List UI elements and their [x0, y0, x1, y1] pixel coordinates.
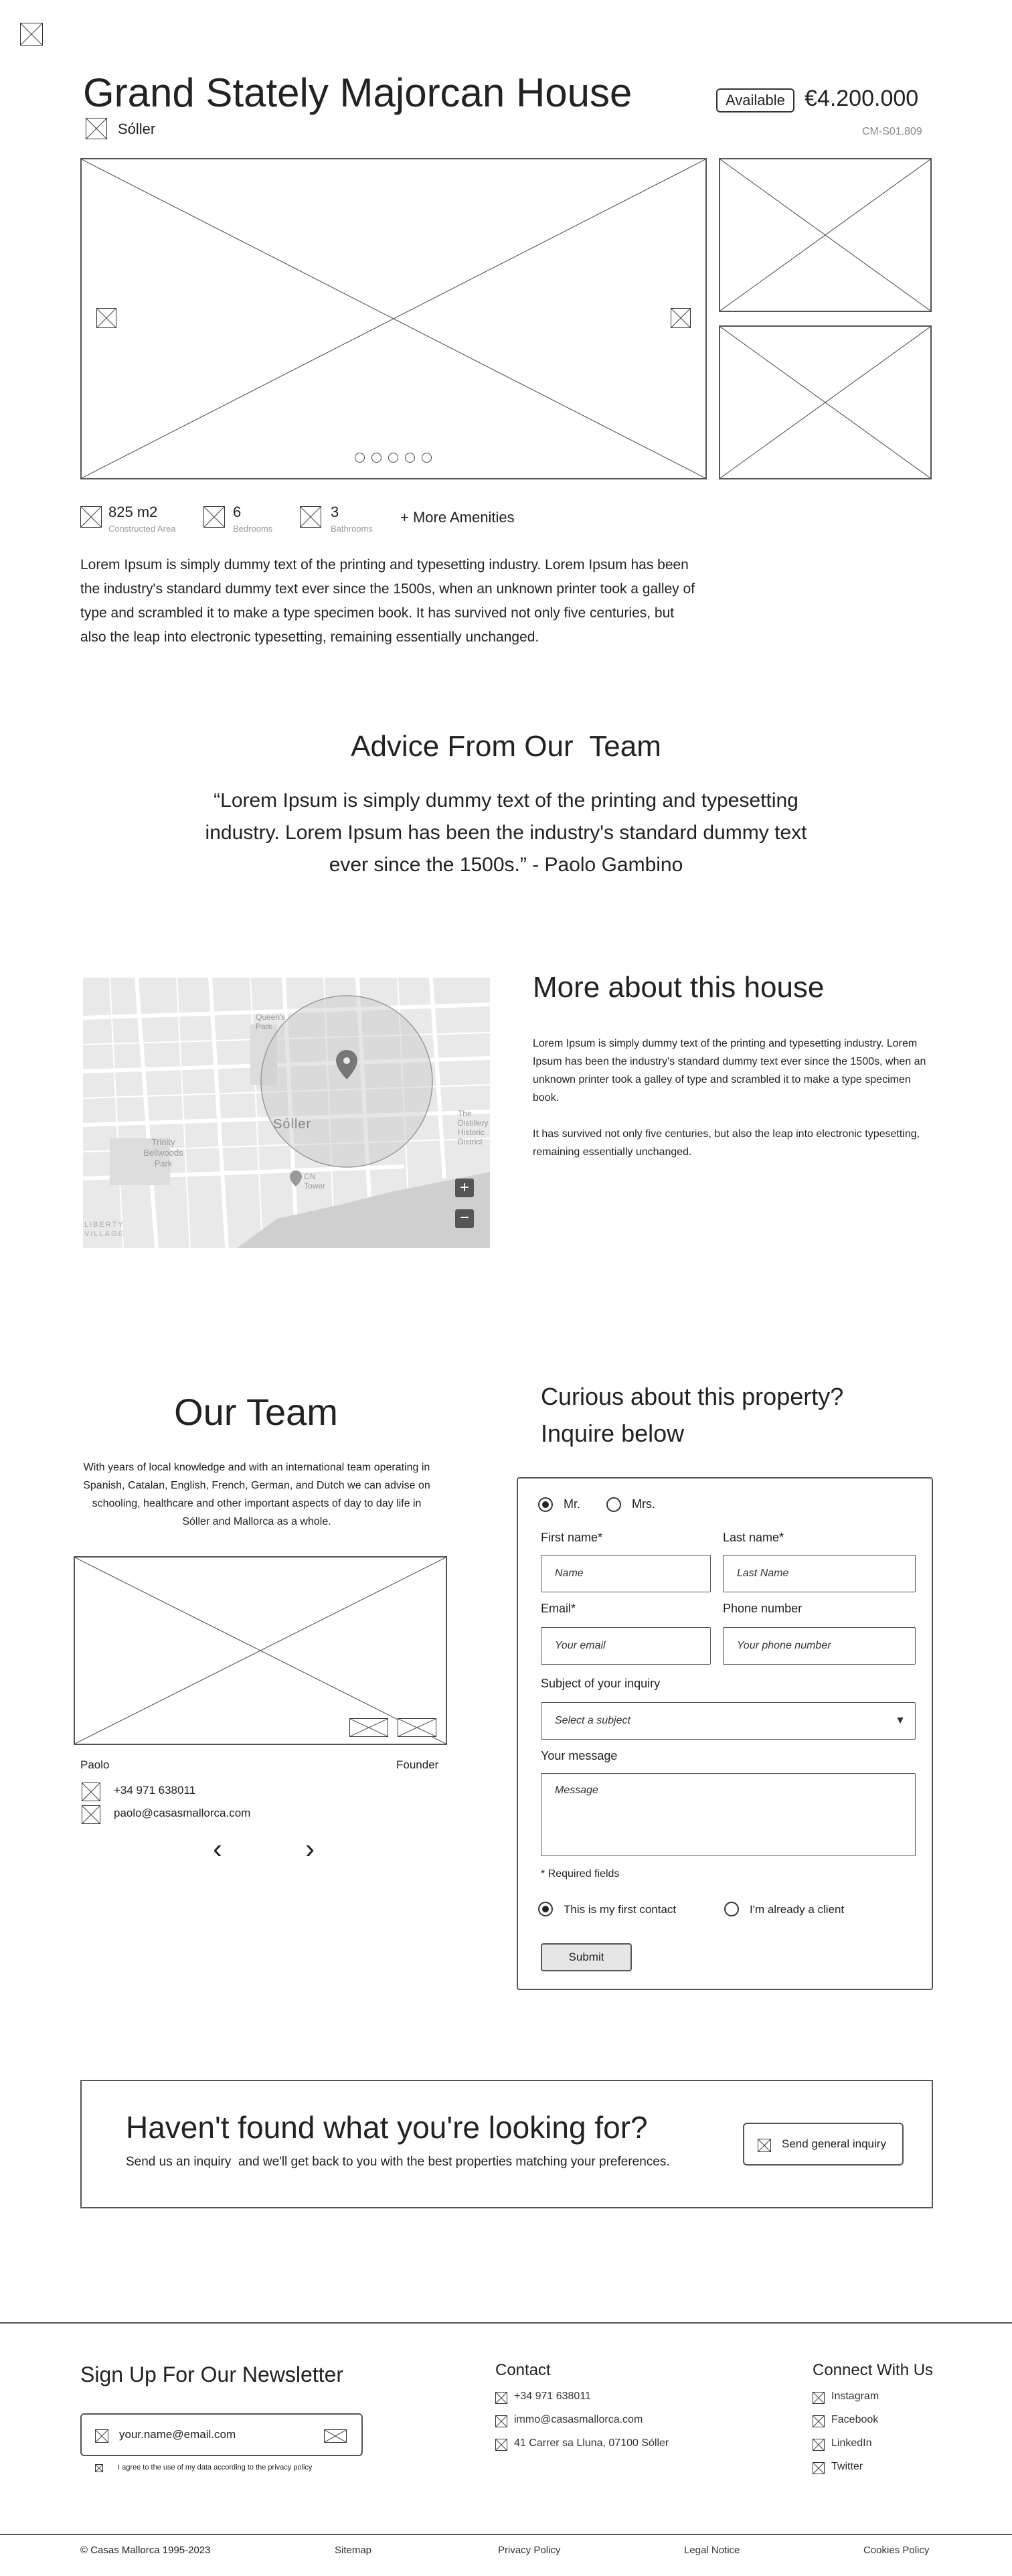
salutation-mr-label: Mr. — [564, 1497, 580, 1511]
team-member-photo — [74, 1556, 447, 1745]
area-value: 825 m2 — [108, 504, 158, 520]
area-label: Constructed Area — [108, 524, 176, 534]
bathrooms-value: 3 — [331, 504, 339, 520]
map-zoom-out-button[interactable]: − — [455, 1209, 474, 1228]
more-about-text-2: It has survived not only five centuries, but also the leap into electronic typesetting, remaining essentially unchanged. — [533, 1128, 920, 1158]
team-photo-thumb-2[interactable] — [398, 1718, 436, 1737]
linkedin-icon — [813, 2439, 825, 2451]
message-textarea[interactable] — [541, 1773, 916, 1856]
location-label: Sóller — [118, 121, 156, 137]
send-general-inquiry-button[interactable] — [743, 2123, 904, 2166]
gallery-dot[interactable] — [388, 453, 398, 463]
advice-heading: Advice From Our Team — [351, 730, 661, 763]
contact-heading: Contact — [495, 2361, 551, 2379]
phone-icon — [495, 2392, 507, 2404]
gallery-dot[interactable] — [355, 453, 365, 463]
cta-text: Send us an inquiry and we'll get back to you with the best properties matching your preferences. — [126, 2155, 670, 2169]
newsletter-heading: Sign Up For Our Newsletter — [80, 2362, 344, 2386]
phone-icon — [82, 1783, 100, 1801]
salutation-mrs-label: Mrs. — [632, 1497, 655, 1511]
send-general-inquiry-label: Send general inquiry — [782, 2137, 886, 2150]
team-prev-button[interactable]: ‹ — [213, 1833, 222, 1864]
email-label: Email* — [541, 1602, 576, 1615]
footer-social-link-2[interactable]: LinkedIn — [831, 2437, 872, 2449]
map-label-trinity: Trinity Bellwoods Park — [143, 1137, 183, 1168]
gallery-thumb-1[interactable] — [719, 158, 932, 312]
gallery-dot[interactable] — [371, 453, 382, 463]
copyright: © Casas Mallorca 1995-2023 — [80, 2545, 211, 2556]
bathrooms-label: Bathrooms — [331, 524, 373, 534]
gallery-next-icon[interactable] — [671, 308, 691, 328]
instagram-icon — [813, 2392, 825, 2404]
legal-notice-link[interactable]: Legal Notice — [684, 2545, 740, 2556]
map-streets — [83, 978, 490, 1248]
more-about-text-1: Lorem Ipsum is simply dummy text of the printing and typesetting industry. Lorem Ipsum has been the industry's standard dummy text ever since the 1500s, when an unknown printer took a galley of type and scrambled it to make a type specimen book. — [533, 1038, 926, 1104]
first-contact-label: This is my first contact — [564, 1903, 677, 1916]
team-member-email[interactable]: paolo@casasmallorca.com — [114, 1807, 251, 1819]
required-note: * Required fields — [541, 1868, 620, 1880]
gallery-dots — [355, 453, 432, 465]
property-description: Lorem Ipsum is simply dummy text of the printing and typesetting industry. Lorem Ipsum has been the industry's standard dummy text ever since the 1500s, when an unknown printer took a galley of type and scrambled it to make a type specimen book. It has survived not only five centuries, but also the leap into electronic typesetting, remaining essentially unchanged. — [80, 557, 695, 645]
gallery-thumb-2[interactable] — [719, 325, 932, 479]
team-intro: With years of local knowledge and with an international team operating in Spanish, Catalan, English, French, German, and Dutch we can advise on schooling, healthcare and other important aspects of day to day life in Sóller and Mallorca as a whole. — [83, 1462, 430, 1527]
message-label: Your message — [541, 1749, 618, 1762]
location-map[interactable] — [83, 978, 490, 1248]
gallery-prev-icon[interactable] — [96, 308, 116, 328]
email-field[interactable]: Your email — [541, 1627, 711, 1665]
salutation-mr-radio[interactable] — [538, 1497, 553, 1512]
first-name-field[interactable]: Name — [541, 1555, 711, 1592]
last-name-field[interactable]: Last Name — [723, 1555, 916, 1592]
page-title: Grand Stately Majorcan House — [83, 70, 632, 115]
phone-label: Phone number — [723, 1602, 803, 1615]
subject-label: Subject of your inquiry — [541, 1677, 661, 1690]
map-label-distillery: The Distillery Historic District — [458, 1109, 489, 1146]
privacy-consent-text: I agree to the use of my data according to the privacy policy — [118, 2464, 313, 2472]
team-member-phone[interactable]: +34 971 638011 — [114, 1784, 196, 1797]
team-photo-thumb-1[interactable] — [349, 1718, 388, 1737]
privacy-checkbox[interactable] — [95, 2464, 103, 2472]
gallery-dot[interactable] — [405, 453, 415, 463]
bedrooms-value: 6 — [233, 504, 242, 520]
footer-contact-item-2[interactable]: 41 Carrer sa Lluna, 07100 Sóller — [514, 2437, 669, 2449]
send-icon — [758, 2139, 771, 2152]
sitemap-link[interactable]: Sitemap — [335, 2545, 372, 2556]
cookies-policy-link[interactable]: Cookies Policy — [863, 2545, 930, 2556]
team-heading: Our Team — [174, 1391, 338, 1433]
footer-contact-item-1[interactable]: immo@casasmallorca.com — [514, 2414, 643, 2425]
reference-code: CM-S01.809 — [862, 126, 922, 137]
gallery-dot[interactable] — [422, 453, 432, 463]
map-zoom-in-button[interactable]: + — [455, 1179, 474, 1197]
advice-quote: “Lorem Ipsum is simply dummy text of the printing and typesetting industry. Lorem Ipsum has been the industry's standard dummy text ever since the 1500s.” - Paolo Gambino — [205, 789, 807, 876]
connect-heading: Connect With Us — [813, 2361, 934, 2379]
email-icon — [82, 1805, 100, 1824]
phone-field[interactable]: Your phone number — [723, 1627, 916, 1665]
area-icon — [80, 506, 102, 528]
team-member-role: Founder — [396, 1758, 439, 1771]
bedrooms-label: Bedrooms — [233, 524, 273, 534]
envelope-icon — [95, 2429, 108, 2443]
email-icon — [495, 2415, 507, 2427]
salutation-mrs-radio[interactable] — [606, 1497, 621, 1512]
price: €4.200.000 — [805, 86, 919, 111]
map-town-label: Sóller — [273, 1117, 312, 1132]
logo-icon[interactable] — [20, 23, 43, 46]
newsletter-email-placeholder: your.name@email.com — [119, 2428, 236, 2441]
footer-contact-item-0[interactable]: +34 971 638011 — [514, 2391, 591, 2402]
footer-social-link-0[interactable]: Instagram — [831, 2391, 879, 2402]
first-name-label: First name* — [541, 1531, 603, 1544]
existing-client-label: I'm already a client — [750, 1903, 845, 1916]
inquiry-heading: Curious about this property? Inquire below — [541, 1383, 844, 1447]
footer-social-link-1[interactable]: Facebook — [831, 2414, 879, 2425]
newsletter-submit-icon[interactable] — [324, 2429, 347, 2443]
facebook-icon — [813, 2415, 825, 2427]
more-amenities-link[interactable]: + More Amenities — [400, 509, 515, 526]
bedroom-icon — [203, 506, 225, 528]
newsletter-email-field[interactable] — [80, 2413, 363, 2456]
existing-client-radio[interactable] — [724, 1902, 739, 1916]
last-name-label: Last name* — [723, 1531, 784, 1544]
status-badge: Available — [716, 88, 794, 112]
map-label-liberty-village: LIBERTY VILLAGE — [84, 1221, 124, 1238]
dropdown-caret-icon: ▼ — [895, 1715, 906, 1726]
subject-select-value: Select a subject — [555, 1715, 630, 1726]
submit-button[interactable]: Submit — [541, 1943, 632, 1971]
more-about-heading: More about this house — [533, 971, 825, 1004]
location-pin-icon — [86, 118, 107, 139]
main-gallery-image[interactable] — [80, 158, 707, 479]
twitter-icon — [813, 2462, 825, 2474]
footer-social-link-3[interactable]: Twitter — [831, 2461, 863, 2472]
map-label-cn-tower: CN Tower — [304, 1172, 326, 1191]
privacy-policy-link[interactable]: Privacy Policy — [498, 2545, 561, 2556]
team-member-name: Paolo — [80, 1758, 110, 1771]
message-placeholder: Message — [555, 1785, 598, 1796]
map-label-queens-park: Queen's Park — [256, 1012, 286, 1031]
team-next-button[interactable]: › — [305, 1833, 315, 1864]
first-contact-radio[interactable] — [538, 1902, 553, 1916]
location-icon — [495, 2439, 507, 2451]
cta-heading: Haven't found what you're looking for? — [126, 2110, 648, 2145]
subject-select[interactable] — [541, 1702, 916, 1740]
bathroom-icon — [300, 506, 321, 528]
